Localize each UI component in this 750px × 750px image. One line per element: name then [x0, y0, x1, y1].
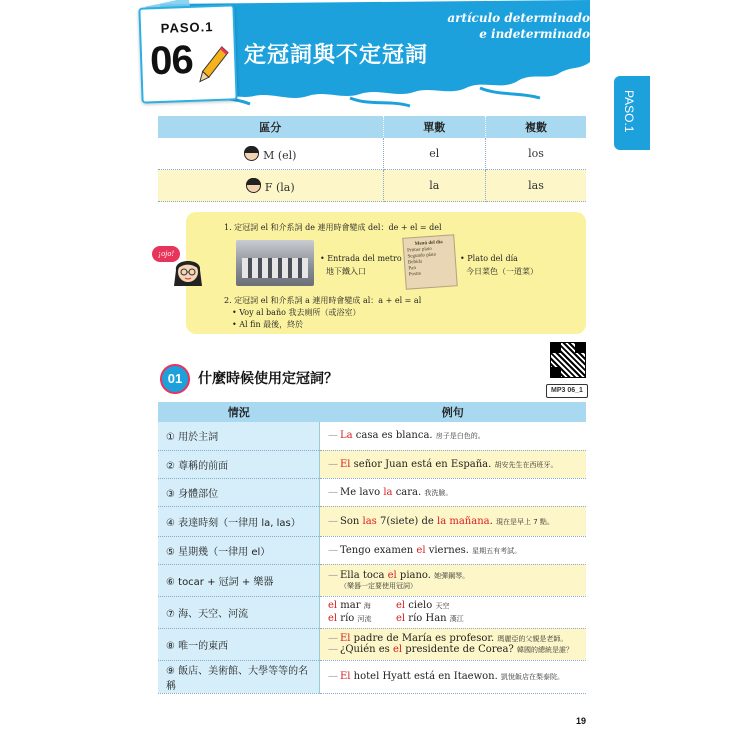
header-cell: 單數: [383, 116, 486, 138]
ojo-example-2-es: • Plato del día: [460, 254, 518, 263]
case-cell: ⑧ 唯一的東西: [158, 628, 320, 660]
example-cell: — Me lavo la cara. 我洗臉。: [320, 478, 587, 506]
case-cell: ③ 身體部位: [158, 478, 320, 506]
lesson-stamp: [138, 4, 237, 103]
plural-cell: los: [486, 138, 586, 170]
case-cell: ⑤ 星期幾（一律用 el）: [158, 536, 320, 564]
case-cell: ④ 表達時刻（一律用 la, las）: [158, 506, 320, 536]
example-cell: — Ella toca el piano. 她彈鋼琴。 （樂器一定要使用冠詞）: [320, 564, 587, 596]
side-tab: PASO.1: [614, 76, 650, 150]
table-row: [158, 660, 586, 693]
section-number: 01: [160, 364, 190, 394]
ojo-example-3: • Voy al baño 我去廁所（或浴室）: [232, 308, 361, 317]
ojo-example-2-zh: 今日菜色（一道菜）: [466, 267, 538, 276]
example-cell: — Son las 7(siete) de la mañana. 現在是早上 7 點。: [320, 506, 587, 536]
case-cell: ① 用於主詞: [158, 422, 320, 450]
section-title: 什麼時候使用定冠詞？: [198, 371, 338, 387]
case-cell: ⑨ 飯店、美術館、大學等等的名稱: [158, 660, 320, 693]
pencil-icon: [196, 45, 231, 86]
singular-cell: la: [383, 170, 486, 202]
gender-cell: F (la): [158, 170, 383, 202]
lesson-number: 06: [149, 37, 194, 84]
table-row: [158, 422, 586, 450]
ojo-rule-1: 1. 定冠詞 el 和介系詞 de 連用時會變成 del：de + el = del: [224, 223, 442, 232]
example-cell: — La casa es blanca. 房子是白色的。: [320, 422, 587, 450]
ojo-rule-2: 2. 定冠詞 el 和介系詞 a 連用時會變成 al：a + el = al: [224, 296, 422, 305]
case-cell: ⑥ tocar + 冠詞 + 樂器: [158, 564, 320, 596]
example-cell: el mar 海 el cielo 天空 el río 河流 el río Han 漢江: [320, 596, 587, 628]
case-cell: ⑦ 海、天空、河流: [158, 596, 320, 628]
metro-photo: [236, 240, 314, 286]
table-row: [158, 596, 586, 628]
table-row: [158, 628, 586, 660]
table-row: [158, 138, 586, 170]
table-row: [158, 564, 586, 596]
gender-cell: M (el): [158, 138, 383, 170]
page-number: 19: [576, 716, 587, 726]
page-subtitle-es: artículo determinado e indeterminado: [447, 11, 590, 41]
table-row: [158, 478, 586, 506]
mp3-label: MP3 06_1: [546, 384, 588, 398]
plural-cell: las: [486, 170, 586, 202]
page-title: 定冠詞與不定冠詞: [244, 43, 429, 68]
ojo-bubble: ¡ojo!: [152, 246, 180, 262]
header-cell: 區分: [158, 116, 383, 138]
usage-table: [158, 402, 586, 694]
table-row: [158, 506, 586, 536]
table-row: [158, 536, 586, 564]
header-cell: 複數: [486, 116, 586, 138]
table-row: [158, 450, 586, 478]
header-cell: 情況: [158, 402, 320, 422]
male-face-icon: [244, 146, 259, 161]
case-cell: ② 尊稱的前面: [158, 450, 320, 478]
girl-avatar-icon: [172, 252, 204, 292]
example-cell: — El señor Juan está en España. 胡安先生在西班牙。: [320, 450, 587, 478]
header-cell: 例句: [320, 402, 587, 422]
example-cell: — Tengo examen el viernes. 星期五有考試。: [320, 536, 587, 564]
menu-card-image: Menú del día Primer plato Segundo plato Bebida Pan Postre: [402, 234, 458, 290]
table-row: [158, 170, 586, 202]
female-face-icon: [246, 178, 261, 193]
singular-cell: el: [383, 138, 486, 170]
ojo-example-4: • Al fin 最後，終於: [232, 320, 304, 329]
ojo-example-1-zh: 地下鐵入口: [326, 267, 366, 276]
qr-code-icon[interactable]: [550, 342, 586, 378]
article-table: [158, 116, 586, 202]
ojo-example-1-es: • Entrada del metro: [320, 254, 402, 263]
example-cell: — El hotel Hyatt está en Itaewon. 凱悅飯店在梨泰院。: [320, 660, 587, 693]
example-cell: — El padre de María es profesor. 瑪麗亞的父親是老師。 — ¿Quién es el presidente de Corea? 韓國的總統是誰？: [320, 628, 587, 660]
paso-label: PASO.1: [160, 19, 214, 36]
